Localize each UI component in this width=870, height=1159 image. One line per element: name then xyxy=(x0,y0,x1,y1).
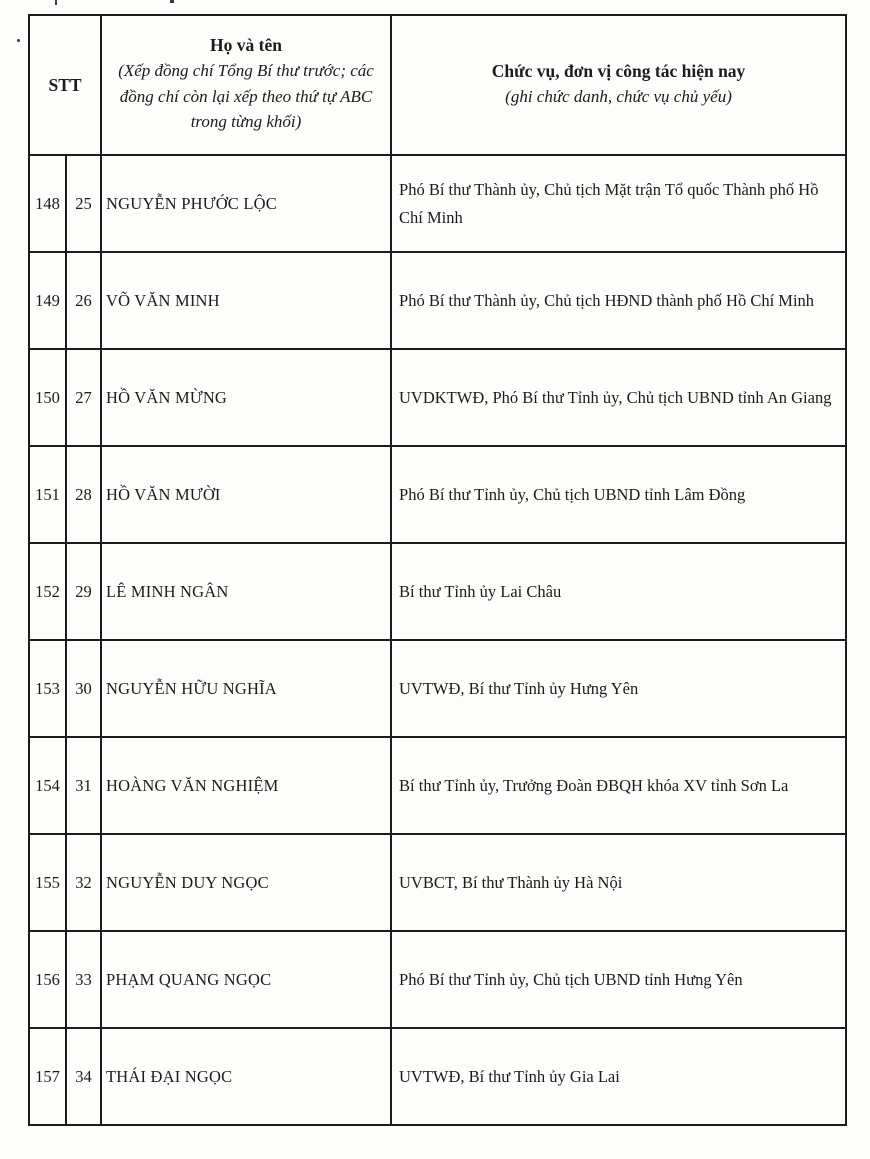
cell-group-no: 27 xyxy=(66,349,101,446)
cell-name: NGUYỄN PHƯỚC LỘC xyxy=(101,155,391,252)
cell-position: Bí thư Tỉnh ủy Lai Châu xyxy=(391,543,846,640)
cell-position: Phó Bí thư Thành ủy, Chủ tịch Mặt trận Tổ quốc Thành phố Hồ Chí Minh xyxy=(391,155,846,252)
cell-stt: 149 xyxy=(29,252,66,349)
table-row xyxy=(29,252,846,349)
table-row xyxy=(29,155,846,252)
cell-stt: 148 xyxy=(29,155,66,252)
cell-name: THÁI ĐẠI NGỌC xyxy=(101,1028,391,1125)
header-position-title: Chức vụ, đơn vị công tác hiện nay xyxy=(491,60,746,81)
cell-group-no: 29 xyxy=(66,543,101,640)
cell-position: Phó Bí thư Tỉnh ủy, Chủ tịch UBND tỉnh Hưng Yên xyxy=(391,931,846,1028)
table-row xyxy=(29,931,846,1028)
table-row xyxy=(29,640,846,737)
cell-name: HỒ VĂN MƯỜI xyxy=(101,446,391,543)
cell-position: UVTWĐ, Bí thư Tỉnh ủy Gia Lai xyxy=(391,1028,846,1125)
cell-stt: 156 xyxy=(29,931,66,1028)
cell-name: NGUYỄN HỮU NGHĨA xyxy=(101,640,391,737)
cell-group-no: 34 xyxy=(66,1028,101,1125)
cell-stt: 152 xyxy=(29,543,66,640)
table-row xyxy=(29,1028,846,1125)
cell-name: HỒ VĂN MỪNG xyxy=(101,349,391,446)
cell-group-no: 26 xyxy=(66,252,101,349)
header-name-note: (Xếp đồng chí Tổng Bí thư trước; các đồng chí còn lại xếp theo thứ tự ABC trong từng khối) xyxy=(118,61,374,132)
cell-position: Phó Bí thư Thành ủy, Chủ tịch HĐND thành phố Hồ Chí Minh xyxy=(391,252,846,349)
cell-group-no: 25 xyxy=(66,155,101,252)
cell-name: LÊ MINH NGÂN xyxy=(101,543,391,640)
table-body xyxy=(29,155,846,1125)
cell-group-no: 31 xyxy=(66,737,101,834)
cell-group-no: 30 xyxy=(66,640,101,737)
cell-name: PHẠM QUANG NGỌC xyxy=(101,931,391,1028)
cell-position: UVBCT, Bí thư Thành ủy Hà Nội xyxy=(391,834,846,931)
scan-artifact-dot xyxy=(17,39,20,42)
officials-table xyxy=(28,14,847,1126)
cell-stt: 154 xyxy=(29,737,66,834)
cell-position: Phó Bí thư Tỉnh ủy, Chủ tịch UBND tỉnh Lâm Đồng xyxy=(391,446,846,543)
header-name-title: Họ và tên xyxy=(210,35,282,56)
cell-group-no: 28 xyxy=(66,446,101,543)
table-row xyxy=(29,543,846,640)
cell-name: NGUYỄN DUY NGỌC xyxy=(101,834,391,931)
cell-name: HOÀNG VĂN NGHIỆM xyxy=(101,737,391,834)
header-position xyxy=(391,15,846,155)
header-position-note: (ghi chức danh, chức vụ chủ yếu) xyxy=(505,86,732,106)
header-name xyxy=(101,15,391,155)
table-row xyxy=(29,834,846,931)
cell-group-no: 33 xyxy=(66,931,101,1028)
cell-stt: 150 xyxy=(29,349,66,446)
cell-group-no: 32 xyxy=(66,834,101,931)
table-row xyxy=(29,349,846,446)
table-header-row xyxy=(29,15,846,155)
cell-position: Bí thư Tỉnh ủy, Trưởng Đoàn ĐBQH khóa XV tỉnh Sơn La xyxy=(391,737,846,834)
cell-stt: 157 xyxy=(29,1028,66,1125)
scan-artifact-mark xyxy=(55,0,57,5)
cell-stt: 151 xyxy=(29,446,66,543)
table-row xyxy=(29,737,846,834)
cell-stt: 155 xyxy=(29,834,66,931)
cell-name: VÕ VĂN MINH xyxy=(101,252,391,349)
cell-position: UVTWĐ, Bí thư Tỉnh ủy Hưng Yên xyxy=(391,640,846,737)
header-stt: STT xyxy=(29,15,101,155)
cell-position: UVDKTWĐ, Phó Bí thư Tỉnh ủy, Chủ tịch UBND tỉnh An Giang xyxy=(391,349,846,446)
scan-artifact-mark xyxy=(170,0,174,3)
cell-stt: 153 xyxy=(29,640,66,737)
table-row xyxy=(29,446,846,543)
